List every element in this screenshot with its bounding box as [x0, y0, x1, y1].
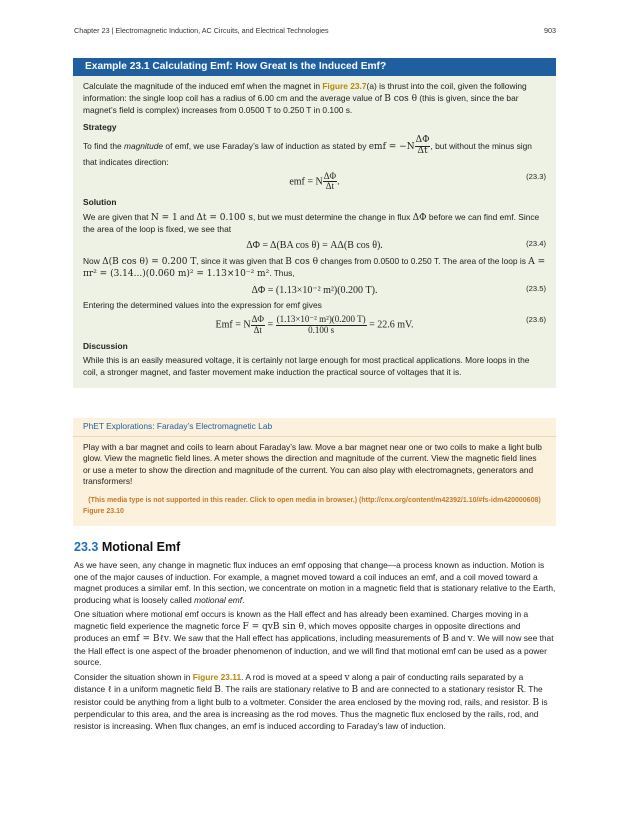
enter-text: Entering the determined values into the expression for emf gives [83, 300, 322, 311]
equation-23-4: ΔΦ = Δ(BA cos θ) = AΔ(B cos θ). (23.4) [246, 238, 546, 251]
discussion-heading: Discussion [83, 340, 128, 351]
section-body [74, 560, 556, 735]
example-title: Example 23.1 Calculating Emf: How Great Is the Induced Emf? [73, 58, 556, 76]
equation-number: (23.3) [526, 171, 546, 181]
page-number: 903 [544, 26, 556, 35]
example-problem: Calculate the magnitude of the induced emf when the magnet in Figure 23.7(a) is thrust into the coil, given the following information: the single loop coil has a radius of 6.00 cm and the average value of B cos θ (this is given, since the bar magnet’s field is complex) increases from 0.0500 T to 0.250 T in 0.100 s. [83, 81, 527, 115]
figure-link[interactable]: Figure 23.7 [322, 81, 367, 91]
section-heading [74, 539, 180, 556]
media-link[interactable]: (This media type is not supported in this reader. Click to open media in browser.) (http://cnx.org/content/m42392/1.10/#fs-idm420000608) [88, 496, 541, 504]
example-body [73, 76, 556, 388]
figure-caption: Figure 23.10 [83, 508, 124, 516]
strategy-text: To find the magnitude of emf, we use Faraday’s law of induction as stated by emf = −N $\frac{\Delta\Phi}{\Delta t}$ , but without the minus sign that indicates direction: [83, 135, 532, 167]
equation-23-3: emf = N $\frac{\Delta\Phi}{\Delta t}$ . (23.3) [289, 170, 546, 192]
discussion-text: While this is an easily measured voltage, it is certainly not large enough for most practical applications. More loops in the coil, a stronger magnet, and faster movement make induction the practical source of voltages that it is. [83, 355, 530, 377]
chapter-title: Chapter 23 | Electromagnetic Induction, AC Circuits, and Electrical Technologies [74, 26, 329, 35]
section-title: Motional Emf [98, 540, 181, 554]
solution-heading: Solution [83, 197, 117, 208]
phet-box [73, 418, 556, 526]
paragraph: One situation where motional emf occurs is known as the Hall effect and has already been examined. Charges moving in a magnetic field experience the magnetic force F = qvB sin θ, which moves opposite charges in opposite directions and produces an emf = Bℓv. We saw that the Hall effect has applications, including measurements of B and v. We will now see that the Hall effect is one aspect of the broader phenomenon of induction, and we will find that motional emf can be used as a power source. [74, 609, 554, 668]
equation-23-5: ΔΦ = (1.13×10⁻² m²)(0.200 T). (23.5) [251, 283, 546, 296]
strategy-heading: Strategy [83, 121, 117, 132]
equation-number: (23.4) [526, 238, 546, 248]
example-box [73, 58, 556, 388]
paragraph: Consider the situation shown in Figure 23.11. A rod is moved at a speed v along a pair of conducting rails separated by a distance ℓ in a uniform magnetic field B. The rails are stationary relative to B and are connected to a stationary resistor R. The resistor could be anything from a light bulb to a voltmeter. Consider the area enclosed by the moving rod, rails, and resistor. B is perpendicular to this area, and the area is increasing as the rod moves. Thus the magnetic flux enclosed by the rails, rod, and resistor is increasing. When flux changes, an emf is induced according to Faraday’s law of induction. [74, 671, 548, 731]
paragraph: As we have seen, any change in magnetic flux induces an emf opposing that change—a process known as induction. Motion is one of the major causes of induction. For example, a magnet moved toward a coil induces an emf, and a coil moved toward a magnet produces a similar emf. In this section, we concentrate on motion in a magnetic field that is stationary relative to the Earth, producing what is loosely called motional emf. [74, 560, 556, 605]
equation-23-6: Emf = N $\frac{\Delta\Phi}{\Delta t}$ = $\frac{\text{(1.13×10⁻² m²)(0.200 T)}}{0.100 s}$ = 22.6 mV. (23.6) [215, 313, 546, 335]
section-number: 23.3 [74, 540, 99, 554]
solution-text: We are given that N = 1 and Δt = 0.100 s, but we must determine the change in flux ΔΦ before we can find emf. Since the area of the loop is fixed, we see that [83, 211, 540, 235]
equation-number: (23.5) [526, 283, 546, 293]
phet-title: PhET Explorations: Faraday’s Electromagnetic Lab [73, 418, 556, 437]
area-text: Now Δ(B cos θ) = 0.200 T, since it was given that B cos θ changes from 0.0500 to 0.250 T. The area of the loop is A = πr² = (3.14...)(0.060 m)² = 1.13×10⁻² m². Thus, [83, 255, 546, 280]
faraday-inline-eq: emf = −N $\frac{\Delta\Phi}{\Delta t}$ [368, 135, 430, 157]
figure-link[interactable]: Figure 23.11 [192, 671, 242, 682]
phet-description: Play with a bar magnet and coils to learn about Faraday’s law. Move a bar magnet near one or two coils to make a light bulb glow. View the magnetic field lines. A meter shows the direction and magnitude of the current. View the magnetic field lines or use a meter to show the direction and magnitude of the current. You can also play with electromagnets, generators and transformers! [83, 441, 542, 487]
equation-number: (23.6) [526, 314, 546, 324]
running-header [74, 26, 556, 36]
